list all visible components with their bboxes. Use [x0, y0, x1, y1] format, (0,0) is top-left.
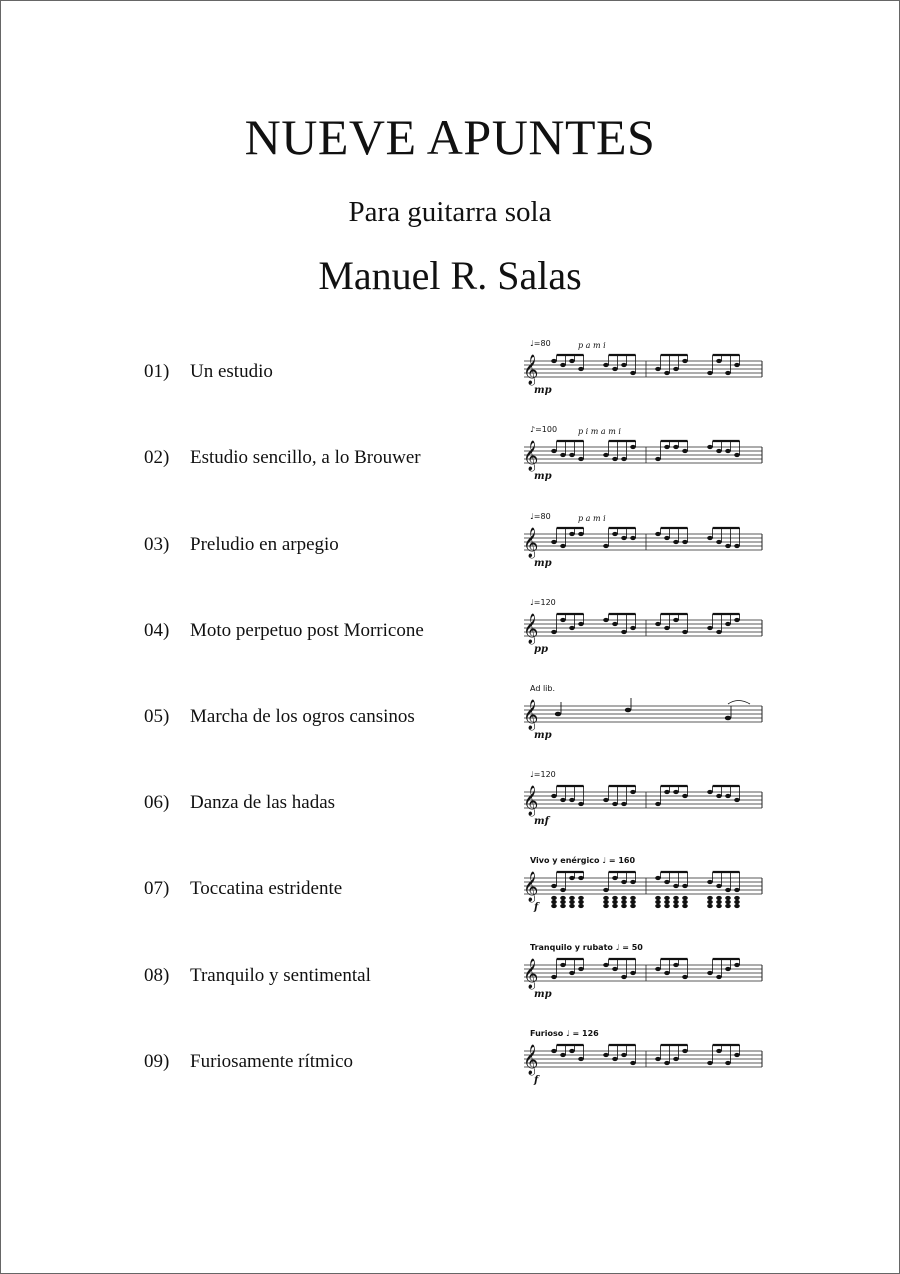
note-head: [621, 457, 627, 461]
piece-row: [0, 851, 900, 931]
note-head: [682, 449, 688, 453]
note-head: [578, 967, 584, 971]
note-head: [673, 540, 679, 544]
note-head: [673, 790, 679, 794]
note-head: [673, 963, 679, 967]
piece-title: Toccatina estridente: [190, 878, 343, 899]
note-head: [603, 453, 609, 457]
piece-title: Furiosamente rítmico: [190, 1051, 354, 1072]
dynamic-marking: mp: [534, 989, 552, 1000]
note-head: [569, 1049, 575, 1053]
treble-clef-icon: 𝄞: [523, 441, 539, 471]
note-head: [630, 371, 636, 375]
note-head: [673, 445, 679, 449]
note-head: [578, 367, 584, 371]
piece-number: 09): [144, 1051, 170, 1072]
treble-clef-icon: 𝄞: [523, 700, 539, 730]
note-head: [625, 708, 631, 713]
score-incipit: [518, 765, 768, 845]
tempo-marking: ♩=120: [530, 770, 556, 779]
note-head: [725, 449, 731, 453]
tempo-marking: ♩=80: [530, 512, 551, 521]
piece-row: [0, 679, 900, 759]
note-head: [603, 363, 609, 367]
note-head: [612, 367, 618, 371]
note-head: [569, 971, 575, 975]
note-head: [621, 363, 627, 367]
piece-title: Preludio en arpegio: [190, 534, 339, 555]
treble-clef-icon: 𝄞: [523, 614, 539, 644]
score-incipit: [518, 679, 768, 759]
note-head: [603, 1053, 609, 1057]
fingering-label: p i m a m i: [578, 427, 621, 436]
note-head: [716, 540, 722, 544]
dynamic-marking: mp: [534, 385, 552, 396]
note-head: [655, 967, 661, 971]
treble-clef-icon: 𝄞: [523, 959, 539, 989]
tempo-marking: ♩=80: [530, 339, 551, 348]
piece-title: Tranquilo y sentimental: [190, 965, 371, 986]
score-incipit: [518, 1024, 768, 1104]
note-head: [664, 445, 670, 449]
note-head: [621, 630, 627, 634]
piece-row: [0, 334, 900, 414]
note-head: [725, 794, 731, 798]
score-incipit: [518, 420, 768, 500]
note-head: [734, 1053, 740, 1057]
note-head: [655, 457, 661, 461]
note-head: [673, 1057, 679, 1061]
note-head: [612, 876, 618, 880]
note-head: [655, 367, 661, 371]
dynamic-marking: f: [534, 902, 539, 913]
piece-row: [0, 593, 900, 673]
note-head: [578, 802, 584, 806]
note-head: [664, 971, 670, 975]
piece-title: Danza de las hadas: [190, 792, 336, 813]
note-head: [603, 544, 609, 548]
note-head: [551, 975, 557, 979]
note-head: [655, 1057, 661, 1061]
note-head: [664, 880, 670, 884]
note-head: [682, 1049, 688, 1053]
note-head: [551, 794, 557, 798]
piece-title: Estudio sencillo, a lo Brouwer: [190, 447, 421, 468]
piece-title: Marcha de los ogros cansinos: [190, 706, 415, 727]
piece-number: 05): [144, 706, 170, 727]
note-head: [725, 622, 731, 626]
note-head: [664, 790, 670, 794]
score-incipit: [518, 334, 768, 414]
note-head: [734, 798, 740, 802]
dynamic-marking: mp: [534, 730, 552, 741]
note-head: [569, 626, 575, 630]
piece-title: Moto perpetuo post Morricone: [190, 620, 424, 641]
note-head: [551, 1049, 557, 1053]
note-head: [716, 449, 722, 453]
note-head: [555, 712, 561, 717]
note-head: [655, 802, 661, 806]
tempo-marking: ♪=100: [530, 425, 558, 434]
piece-number: 06): [144, 792, 170, 813]
dynamic-marking: pp: [534, 644, 548, 655]
note-head: [655, 532, 661, 536]
note-head: [707, 371, 713, 375]
note-head: [560, 544, 566, 548]
note-head: [621, 975, 627, 979]
tempo-marking: Furioso ♩ = 126: [530, 1029, 599, 1038]
note-head: [560, 963, 566, 967]
treble-clef-icon: 𝄞: [523, 355, 539, 385]
note-head: [621, 880, 627, 884]
note-head: [716, 630, 722, 634]
note-head: [725, 967, 731, 971]
note-head: [560, 888, 566, 892]
note-head: [551, 540, 557, 544]
note-head: [664, 371, 670, 375]
note-head: [716, 1049, 722, 1053]
tie-mark: [728, 701, 750, 705]
tempo-marking: Ad lib.: [530, 684, 556, 693]
piece-row: [0, 938, 900, 1018]
score-incipit: [518, 507, 768, 587]
score-incipit: [518, 851, 768, 931]
note-head: [630, 880, 636, 884]
note-head: [630, 445, 636, 449]
note-head: [673, 884, 679, 888]
note-head: [725, 371, 731, 375]
page-subtitle: Para guitarra sola: [348, 196, 552, 228]
piece-row: [0, 420, 900, 500]
piece-number: 07): [144, 878, 170, 899]
piece-title: Un estudio: [190, 361, 273, 382]
note-head: [621, 802, 627, 806]
note-head: [707, 1061, 713, 1065]
note-head: [707, 536, 713, 540]
note-head: [707, 971, 713, 975]
note-head: [569, 532, 575, 536]
note-head: [551, 359, 557, 363]
note-head: [560, 363, 566, 367]
note-head: [551, 630, 557, 634]
note-head: [551, 449, 557, 453]
note-head: [725, 1061, 731, 1065]
treble-clef-icon: 𝄞: [523, 786, 539, 816]
note-head: [612, 967, 618, 971]
note-head: [673, 367, 679, 371]
note-head: [603, 798, 609, 802]
note-head: [734, 618, 740, 622]
dynamic-marking: mp: [534, 471, 552, 482]
piece-row: [0, 507, 900, 587]
note-head: [655, 876, 661, 880]
note-head: [569, 876, 575, 880]
note-head: [630, 626, 636, 630]
note-head: [734, 363, 740, 367]
note-head: [603, 618, 609, 622]
note-head: [630, 536, 636, 540]
note-head: [734, 453, 740, 457]
note-head: [621, 536, 627, 540]
dynamic-marking: mf: [534, 816, 549, 827]
note-head: [716, 359, 722, 363]
note-head: [560, 453, 566, 457]
note-head: [707, 880, 713, 884]
note-head: [578, 876, 584, 880]
note-head: [707, 790, 713, 794]
note-head: [630, 971, 636, 975]
tempo-marking: Vivo y enérgico ♩ = 160: [530, 856, 636, 865]
note-head: [603, 963, 609, 967]
score-incipit: [518, 593, 768, 673]
note-head: [560, 618, 566, 622]
note-head: [734, 888, 740, 892]
author-name: Manuel R. Salas: [318, 253, 582, 298]
fingering-label: p a m i: [578, 514, 606, 523]
note-head: [578, 457, 584, 461]
note-head: [716, 884, 722, 888]
note-head: [612, 457, 618, 461]
note-head: [630, 1061, 636, 1065]
piece-row: [0, 1024, 900, 1104]
note-head: [682, 630, 688, 634]
note-head: [734, 544, 740, 548]
note-head: [621, 1053, 627, 1057]
note-head: [569, 453, 575, 457]
note-head: [612, 532, 618, 536]
note-head: [560, 798, 566, 802]
note-head: [734, 963, 740, 967]
note-head: [716, 794, 722, 798]
note-head: [716, 975, 722, 979]
note-head: [612, 622, 618, 626]
piece-row: [0, 765, 900, 845]
treble-clef-icon: 𝄞: [523, 528, 539, 558]
piece-number: 04): [144, 620, 170, 641]
page-title: NUEVE APUNTES: [244, 109, 656, 165]
note-head: [664, 536, 670, 540]
note-head: [725, 888, 731, 892]
note-head: [578, 532, 584, 536]
dynamic-marking: mp: [534, 558, 552, 569]
dynamic-marking: f: [534, 1075, 539, 1086]
note-head: [682, 975, 688, 979]
note-head: [682, 794, 688, 798]
treble-clef-icon: 𝄞: [523, 1045, 539, 1075]
note-head: [612, 802, 618, 806]
note-head: [682, 540, 688, 544]
note-head: [682, 884, 688, 888]
note-head: [578, 622, 584, 626]
tempo-marking: Tranquilo y rubato ♩ = 50: [530, 943, 643, 952]
note-head: [664, 1061, 670, 1065]
note-head: [603, 888, 609, 892]
tempo-marking: ♩=120: [530, 598, 556, 607]
piece-number: 03): [144, 534, 170, 555]
piece-number: 01): [144, 361, 170, 382]
note-head: [664, 626, 670, 630]
note-head: [707, 626, 713, 630]
note-head: [612, 1057, 618, 1061]
note-head: [655, 622, 661, 626]
note-head: [725, 716, 731, 721]
note-head: [560, 1053, 566, 1057]
note-head: [569, 359, 575, 363]
score-incipit: [518, 938, 768, 1018]
note-head: [569, 798, 575, 802]
note-head: [707, 445, 713, 449]
note-head: [673, 618, 679, 622]
note-head: [682, 359, 688, 363]
note-head: [725, 544, 731, 548]
note-head: [578, 1057, 584, 1061]
piece-number: 08): [144, 965, 170, 986]
note-head: [551, 884, 557, 888]
treble-clef-icon: 𝄞: [523, 872, 539, 902]
piece-number: 02): [144, 447, 170, 468]
fingering-label: p a m i: [578, 341, 606, 350]
note-head: [630, 790, 636, 794]
